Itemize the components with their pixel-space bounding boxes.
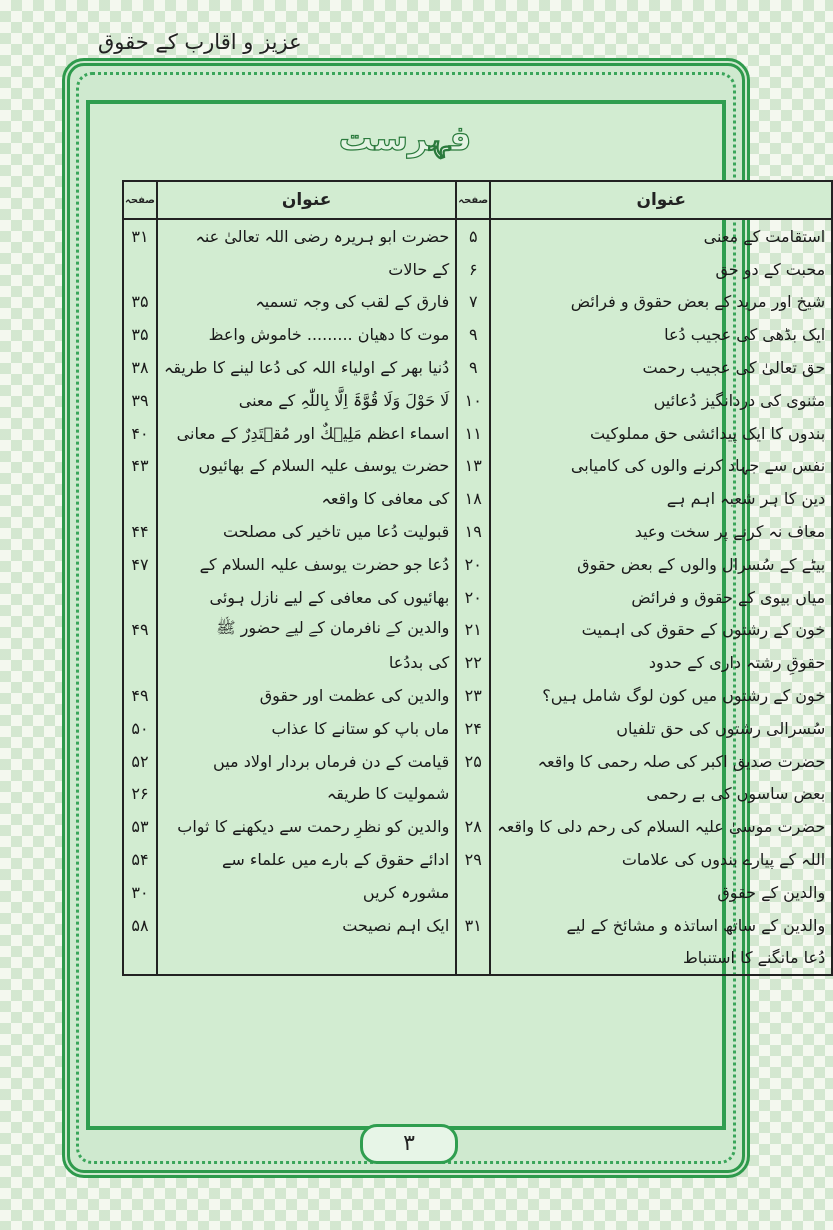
entry-title-left: حضرت ابو ہریرہ رضی اللہ تعالیٰ عنہ <box>157 219 456 253</box>
entry-title-left: حضرت یوسف علیہ السلام کے بھائیوں <box>157 450 456 483</box>
table-row <box>123 745 832 778</box>
table-row <box>123 810 832 843</box>
table-row <box>123 417 832 450</box>
entry-title-left: ادائے حقوق کے بارے میں علماء سے <box>157 843 456 876</box>
entry-title-right: مثنوی کی دردانگیز دُعائیں <box>490 384 832 417</box>
table-row <box>123 679 832 712</box>
entry-title-left <box>157 942 456 976</box>
entry-title-right: شیخ اور مرید کے بعض حقوق و فرائض <box>490 286 832 319</box>
entry-page-right <box>456 942 490 976</box>
table-row <box>123 450 832 483</box>
entry-page-right: ۳۱ <box>456 909 490 942</box>
table-row <box>123 515 832 548</box>
entry-page-right: ۲۳ <box>456 679 490 712</box>
entry-title-left: ایک اہم نصیحت <box>157 909 456 942</box>
table-row <box>123 581 832 614</box>
table-row <box>123 219 832 253</box>
entry-title-right: والدین کے ساتھ اساتذہ و مشائخ کے لیے <box>490 909 832 942</box>
table-row <box>123 351 832 384</box>
entry-page-right: ۹ <box>456 318 490 351</box>
entry-title-right: اللہ کے پیارے بندوں کی علامات <box>490 843 832 876</box>
entry-page-left: ۵۴ <box>123 843 157 876</box>
entry-title-left: کے حالات <box>157 253 456 286</box>
page-title: فہرست <box>338 119 472 159</box>
entry-page-left: ۳۱ <box>123 219 157 253</box>
entry-page-left: ۵۲ <box>123 745 157 778</box>
table-row <box>123 318 832 351</box>
entry-page-right: ۲۱ <box>456 614 490 647</box>
entry-title-right: محبت کے دو حق <box>490 253 832 286</box>
entry-page-right: ۲۰ <box>456 548 490 581</box>
entry-page-left <box>123 942 157 976</box>
entry-title-left: والدین کے نافرمان کے لیے حضور ﷺ <box>157 614 456 647</box>
table-row <box>123 843 832 876</box>
entry-title-left: کی معافی کا واقعہ <box>157 482 456 515</box>
entry-page-right: ۲۰ <box>456 581 490 614</box>
entry-page-left <box>123 253 157 286</box>
entry-page-right: ۲۵ <box>456 745 490 778</box>
table-row <box>123 548 832 581</box>
entry-page-left: ۳۰ <box>123 876 157 909</box>
entry-page-left: ۴۳ <box>123 450 157 483</box>
entry-page-left <box>123 581 157 614</box>
entry-title-right: والدین کے حقوق <box>490 876 832 909</box>
column-header-title-right: عنوان <box>490 181 832 219</box>
entry-title-left: ماں باپ کو ستانے کا عذاب <box>157 712 456 745</box>
table-row <box>123 614 832 647</box>
entry-title-left: دُعا جو حضرت یوسف علیہ السلام کے <box>157 548 456 581</box>
entry-title-right: حضرت صدیق اکبر کی صلہ رحمی کا واقعہ <box>490 745 832 778</box>
entry-title-left: لَا حَوْلَ وَلَا قُوَّۃَ اِلَّا بِاللّٰہِ کے معنی <box>157 384 456 417</box>
table-row <box>123 876 832 909</box>
entry-title-right: معاف نہ کرنے پر سخت وعید <box>490 515 832 548</box>
page-number: ۳ <box>360 1124 458 1164</box>
table-header-row <box>123 181 832 219</box>
entry-page-right: ۷ <box>456 286 490 319</box>
entry-title-left: کی بددُعا <box>157 646 456 679</box>
table-row <box>123 909 832 942</box>
entry-title-right: حقوقِ رشتہ داری کے حدود <box>490 646 832 679</box>
column-header-page-right: صفحہ <box>456 181 490 219</box>
entry-page-right: ۱۹ <box>456 515 490 548</box>
table-row <box>123 482 832 515</box>
table-row <box>123 942 832 976</box>
entry-page-right: ۱۱ <box>456 417 490 450</box>
table-row <box>123 286 832 319</box>
entry-page-right: ۲۸ <box>456 810 490 843</box>
entry-page-left: ۳۹ <box>123 384 157 417</box>
entry-title-right: ایک بڈھی کی عجیب دُعا <box>490 318 832 351</box>
entry-title-right: حضرت موسیٰ علیہ السلام کی رحم دلی کا واقعہ <box>490 810 832 843</box>
entry-page-left: ۳۸ <box>123 351 157 384</box>
entry-title-right: خون کے رشتوں کے حقوق کی اہمیت <box>490 614 832 647</box>
entry-page-right: ۹ <box>456 351 490 384</box>
entry-title-left: موت کا دھیان ......... خاموش واعظ <box>157 318 456 351</box>
entry-page-left: ۲۶ <box>123 778 157 811</box>
entry-page-right <box>456 778 490 811</box>
entry-page-right: ۱۸ <box>456 482 490 515</box>
entry-page-left: ۴۴ <box>123 515 157 548</box>
entry-title-left: والدین کو نظرِ رحمت سے دیکھنے کا ثواب <box>157 810 456 843</box>
entry-title-right: سُسرالی رشتوں کی حق تلفیاں <box>490 712 832 745</box>
entry-title-left: بھائیوں کی معافی کے لیے نازل ہوئی <box>157 581 456 614</box>
entry-page-left: ۴۰ <box>123 417 157 450</box>
entry-title-right: دُعا مانگنے کا استنباط <box>490 942 832 976</box>
entry-title-right: حق تعالیٰ کی عجیب رحمت <box>490 351 832 384</box>
entry-title-left: والدین کی عظمت اور حقوق <box>157 679 456 712</box>
entry-title-right: بندوں کا ایک پیدائشی حق مملوکیت <box>490 417 832 450</box>
entry-title-right: خون کے رشتوں میں کون لوگ شامل ہیں؟ <box>490 679 832 712</box>
entry-page-left: ۴۷ <box>123 548 157 581</box>
entry-page-right: ۵ <box>456 219 490 253</box>
entry-page-right: ۶ <box>456 253 490 286</box>
entry-page-left: ۵۸ <box>123 909 157 942</box>
entry-title-right: نفس سے جہاد کرنے والوں کی کامیابی <box>490 450 832 483</box>
entry-page-left <box>123 646 157 679</box>
table-row <box>123 646 832 679</box>
contents-body <box>123 219 832 975</box>
entry-title-right: دین کا ہر شعبہ اہم ہے <box>490 482 832 515</box>
entry-page-right <box>456 876 490 909</box>
entry-title-left: قبولیت دُعا میں تاخیر کی مصلحت <box>157 515 456 548</box>
table-row <box>123 778 832 811</box>
entry-title-left: مشورہ کریں <box>157 876 456 909</box>
table-row <box>123 253 832 286</box>
entry-title-right: بیٹے کے سُسرال والوں کے بعض حقوق <box>490 548 832 581</box>
entry-title-left: شمولیت کا طریقہ <box>157 778 456 811</box>
table-row <box>123 384 832 417</box>
entry-page-left: ۵۰ <box>123 712 157 745</box>
entry-title-left: قیامت کے دن فرماں بردار اولاد میں <box>157 745 456 778</box>
entry-page-right: ۲۹ <box>456 843 490 876</box>
entry-title-right: میاں بیوی کے حقوق و فرائض <box>490 581 832 614</box>
entry-page-left: ۴۹ <box>123 614 157 647</box>
entry-title-left: دُنیا بھر کے اولیاء اللہ کی دُعا لینے کا طریقہ <box>157 351 456 384</box>
entry-page-right: ۲۲ <box>456 646 490 679</box>
table-row <box>123 712 832 745</box>
contents-table <box>122 180 833 976</box>
entry-title-left: فارق کے لقب کی وجہ تسمیہ <box>157 286 456 319</box>
entry-title-right: استقامت کے معنی <box>490 219 832 253</box>
entry-page-right: ۲۴ <box>456 712 490 745</box>
column-header-title-left: عنوان <box>157 181 456 219</box>
entry-page-right: ۱۰ <box>456 384 490 417</box>
entry-title-left: اسماء اعظم مَلِیۡكٌ اور مُقۡتَدِرٌ کے معانی <box>157 417 456 450</box>
entry-title-right: بعض ساسوں کی بے رحمی <box>490 778 832 811</box>
running-head: عزیز و اقارب کے حقوق <box>98 30 302 54</box>
entry-page-right: ۱۳ <box>456 450 490 483</box>
entry-page-left <box>123 482 157 515</box>
column-header-page-left: صفحہ <box>123 181 157 219</box>
entry-page-left: ۳۵ <box>123 318 157 351</box>
entry-page-left: ۵۳ <box>123 810 157 843</box>
entry-page-left: ۴۹ <box>123 679 157 712</box>
entry-page-left: ۳۵ <box>123 286 157 319</box>
